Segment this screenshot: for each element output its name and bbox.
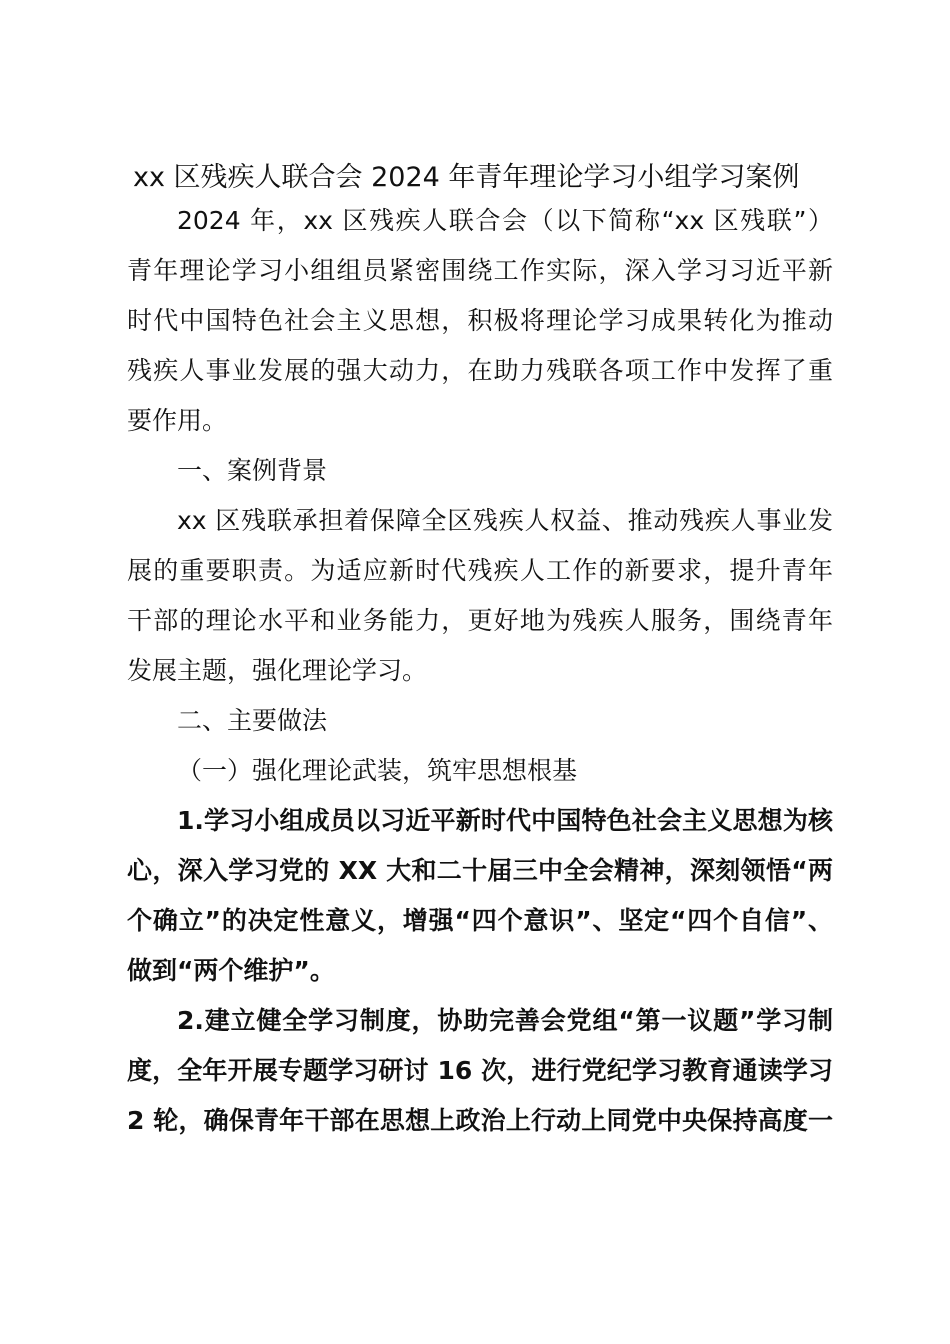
- numbered-item-2: [127, 996, 833, 1146]
- section-heading-methods: 二、主要做法: [177, 706, 328, 735]
- paragraph-line: 干部的理论水平和业务能力，更好地为残疾人服务，围绕青年: [127, 606, 833, 635]
- subsection-heading: （一）强化理论武装，筑牢思想根基: [177, 756, 578, 785]
- intro-paragraph: [127, 196, 833, 446]
- paragraph-line: 做到“两个维护”。: [127, 956, 335, 985]
- paragraph-line: 残疾人事业发展的强大动力，在助力残联各项工作中发挥了重: [127, 356, 833, 385]
- numbered-item-1: [127, 796, 833, 996]
- paragraph-line: 2 轮，确保青年干部在思想上政治上行动上同党中央保持高度一: [127, 1106, 833, 1135]
- paragraph-line: 青年理论学习小组组员紧密围绕工作实际，深入学习习近平新: [127, 256, 833, 285]
- paragraph-line: 2.建立健全学习制度，协助完善会党组“第一议题”学习制: [177, 1006, 833, 1035]
- section-heading-background: 一、案例背景: [177, 456, 328, 485]
- paragraph-line: 2024 年，xx 区残疾人联合会（以下简称“xx 区残联”）: [177, 206, 833, 235]
- background-paragraph: [127, 496, 833, 696]
- paragraph-line: 时代中国特色社会主义思想，积极将理论学习成果转化为推动: [127, 306, 833, 335]
- paragraph-line: 展的重要职责。为适应新时代残疾人工作的新要求，提升青年: [127, 556, 833, 585]
- paragraph-line: 度，全年开展专题学习研讨 16 次，进行党纪学习教育通读学习: [127, 1056, 833, 1085]
- paragraph-line: 个确立”的决定性意义，增强“四个意识”、坚定“四个自信”、: [127, 906, 833, 935]
- document-title: xx 区残疾人联合会 2024 年青年理论学习小组学习案例: [133, 162, 800, 193]
- paragraph-line: 要作用。: [127, 406, 228, 435]
- paragraph-line: 发展主题，强化理论学习。: [127, 656, 428, 685]
- paragraph-line: 1.学习小组成员以习近平新时代中国特色社会主义思想为核: [177, 806, 833, 835]
- paragraph-line: xx 区残联承担着保障全区残疾人权益、推动残疾人事业发: [177, 506, 833, 535]
- paragraph-line: 心，深入学习党的 XX 大和二十届三中全会精神，深刻领悟“两: [127, 856, 833, 885]
- document-page: [127, 160, 833, 1146]
